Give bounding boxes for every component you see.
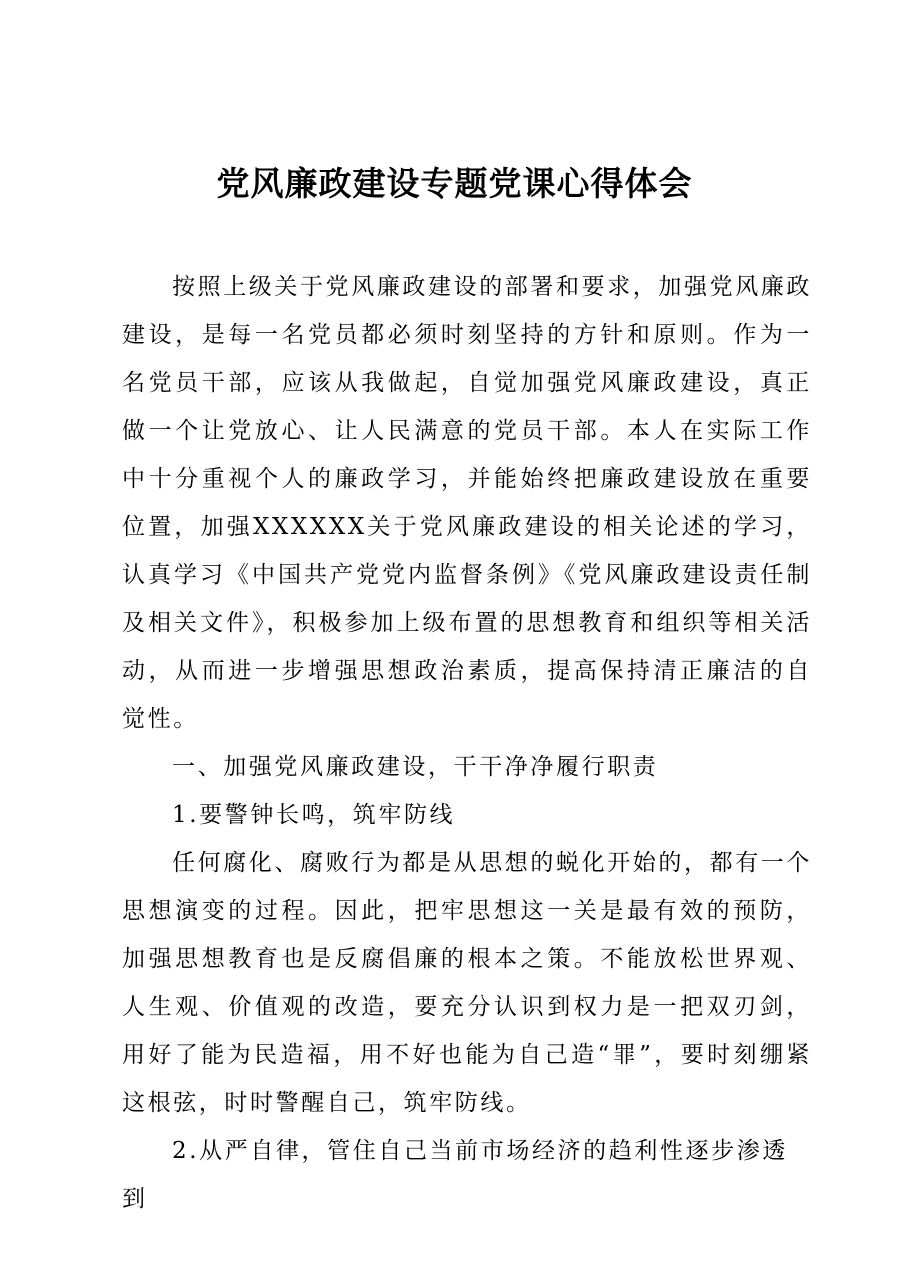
document-title: 党风廉政建设专题党课心得体会 [216, 164, 693, 203]
paragraph-intro: 按照上级关于党风廉政建设的部署和要求，加强党风廉政建设，是每一名党员都必须时刻坚持的方针和原则。作为一名党员干部，应该从我做起，自觉加强党风廉政建设，真正做一个让党放心、让人民满意的党员干部。本人在实际工作中十分重视个人的廉政学习，并能始终把廉政建设放在重要位置，加强XXXXXX关于党风廉政建设的相关论述的学习，认真学习《中国共产党党内监督条例》《党风廉政建设责任制及相关文件》，积极参加上级布置的思想教育和组织等相关活动，从而进一步增强思想政治素质，提高保持清正廉洁的自觉性。 [122, 274, 812, 732]
paragraph-section-1: 任何腐化、腐败行为都是从思想的蜕化开始的，都有一个思想演变的过程。因此，把牢思想这一关是最有效的预防，加强思想教育也是反腐倡廉的根本之策。不能放松世界观、人生观、价值观的改造，要充分认识到权力是一把双刃剑，用好了能为民造福，用不好也能为自己造“罪”，要时刻绷紧这根弦，时时警醒自己，筑牢防线。 [122, 850, 812, 1116]
document-body [122, 263, 812, 1223]
subsection-heading-1: 1.要警钟长鸣，筑牢防线 [172, 802, 456, 828]
subsection-heading-2: 2.从严自律，管住自己当前市场经济的趋利性逐步渗透到 [122, 1138, 788, 1212]
section-heading-1: 一、加强党风廉政建设，干干净净履行职责 [172, 754, 659, 780]
